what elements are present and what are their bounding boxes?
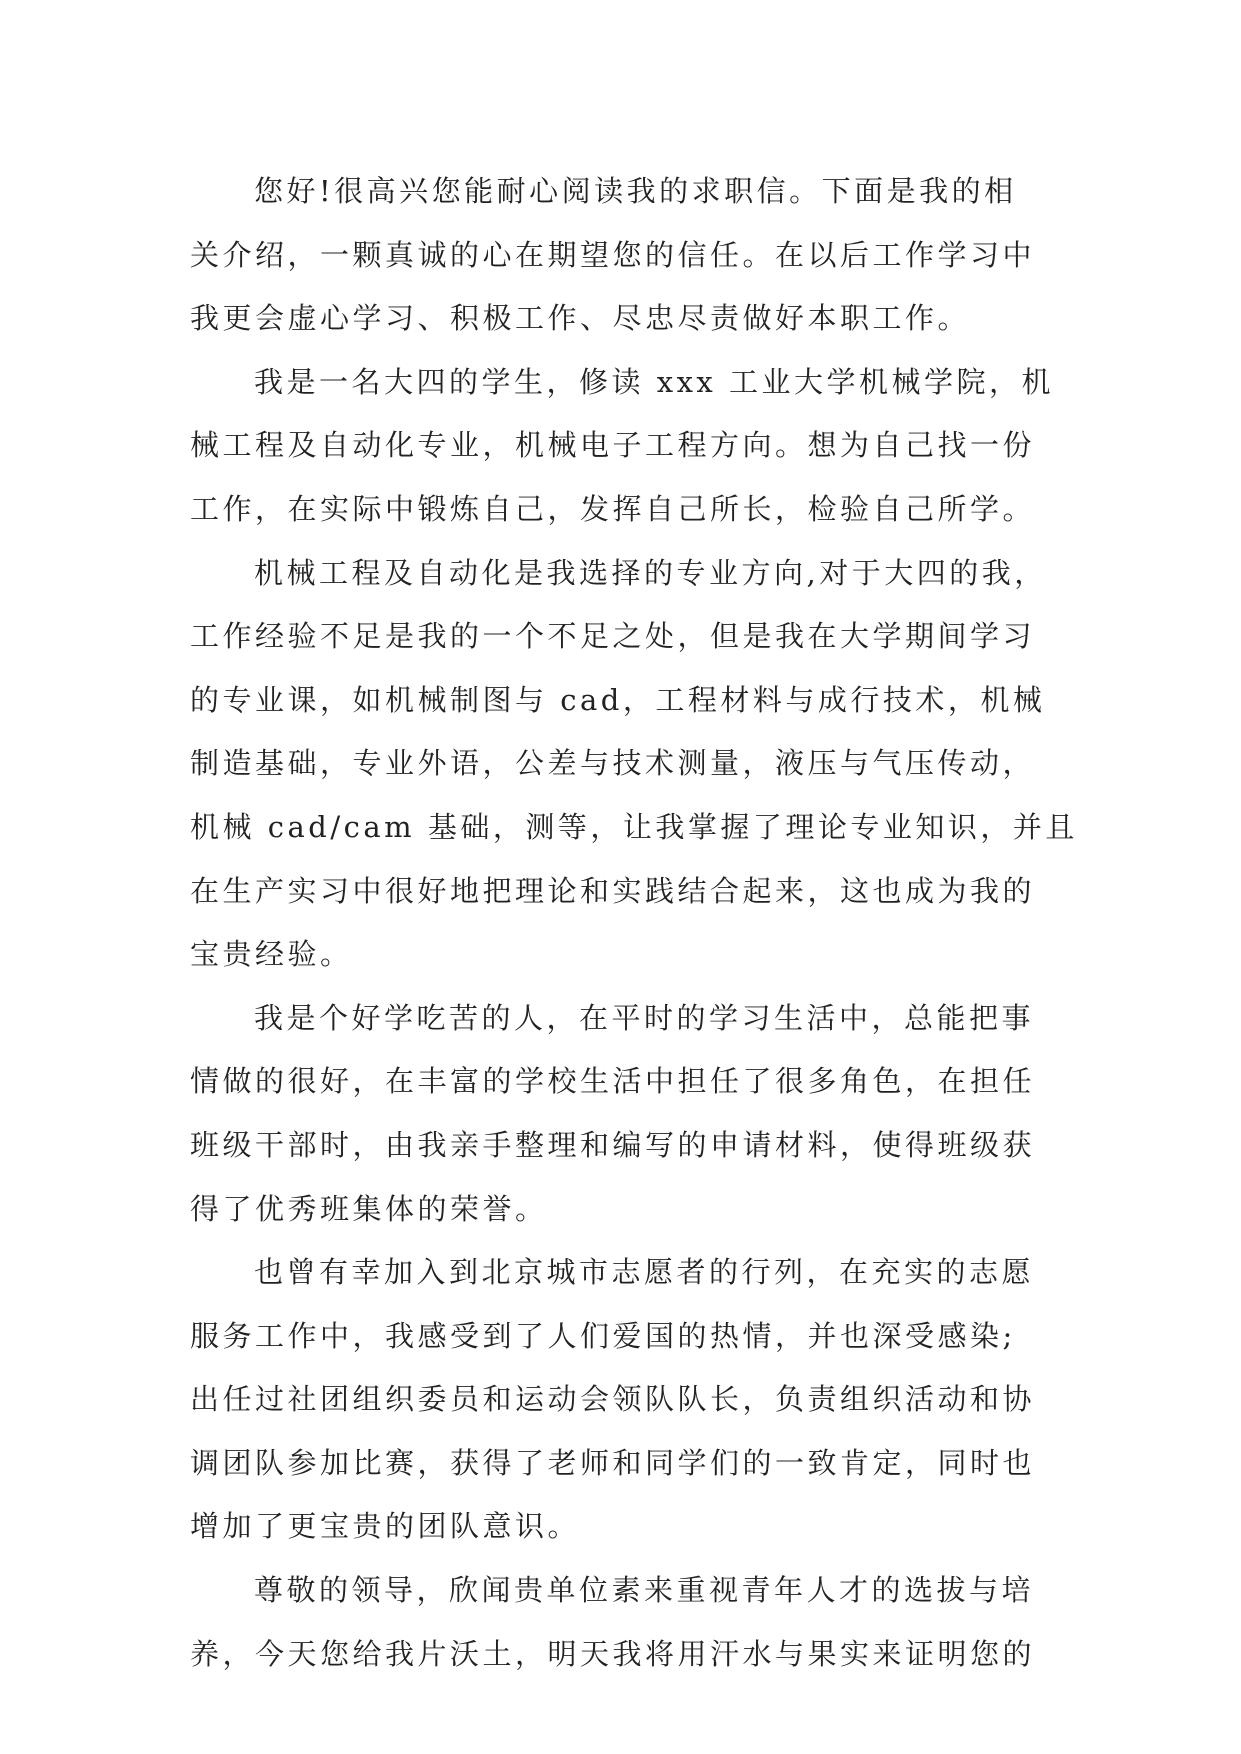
letter-body — [190, 160, 1078, 1686]
text-line: 工作经验不足是我的一个不足之处，但是我在大学期间学习 — [190, 619, 1036, 654]
text-line: 情做的很好，在丰富的学校生活中担任了很多角色，在担任 — [190, 1064, 1036, 1099]
text-line: 服务工作中，我感受到了人们爱国的热情，并也深受感染; — [190, 1318, 1016, 1353]
text-line: 工作，在实际中锻炼自己，发挥自己所长，检验自己所学。 — [190, 491, 1036, 526]
text-line: 调团队参加比赛，获得了老师和同学们的一致肯定，同时也 — [190, 1445, 1036, 1480]
text-line: 出任过社团组织委员和运动会领队队长，负责组织活动和协 — [190, 1382, 1036, 1417]
text-line: 我是一名大四的学生，修读 xxx 工业大学机械学院，机 — [254, 364, 1055, 399]
text-line: 宝贵经验。 — [190, 937, 353, 972]
text-line: 尊敬的领导，欣闻贵单位素来重视青年人才的选拔与培 — [254, 1573, 1035, 1608]
paragraph-personality — [190, 987, 1060, 1241]
text-line: 制造基础，专业外语，公差与技术测量，液压与气压传动， — [190, 746, 1036, 781]
text-line: 您好!很高兴您能耐心阅读我的求职信。下面是我的相 — [254, 174, 1017, 208]
paragraph-major — [190, 542, 1078, 987]
text-line: 械工程及自动化专业，机械电子工程方向。想为自己找一份 — [190, 428, 1036, 463]
text-line: 增加了更宝贵的团队意识。 — [190, 1509, 581, 1544]
paragraph-greeting — [190, 160, 1060, 351]
text-line: 养，今天您给我片沃土，明天我将用汗水与果实来证明您的 — [190, 1636, 1036, 1671]
text-line: 机械工程及自动化是我选择的专业方向,对于大四的我， — [254, 555, 1047, 590]
text-line: 机械 cad/cam 基础，测等，让我掌握了理论专业知识，并且 — [190, 809, 1078, 844]
text-line: 我更会虚心学习、积极工作、尽忠尽责做好本职工作。 — [190, 301, 971, 336]
text-line: 班级干部时，由我亲手整理和编写的申请材料，使得班级获 — [190, 1127, 1036, 1162]
text-line: 得了优秀班集体的荣誉。 — [190, 1191, 548, 1226]
text-line: 在生产实习中很好地把理论和实践结合起来，这也成为我的 — [190, 873, 1036, 908]
text-line: 关介绍，一颗真诚的心在期望您的信任。在以后工作学习中 — [190, 237, 1036, 272]
text-line: 的专业课，如机械制图与 cad，工程材料与成行技术，机械 — [190, 682, 1046, 717]
text-line: 我是个好学吃苦的人，在平时的学习生活中，总能把事 — [254, 1000, 1035, 1035]
paragraph-closing — [190, 1559, 1060, 1686]
paragraph-volunteer — [190, 1241, 1060, 1559]
text-line: 也曾有幸加入到北京城市志愿者的行列，在充实的志愿 — [254, 1255, 1035, 1290]
paragraph-introduction — [190, 351, 1060, 542]
